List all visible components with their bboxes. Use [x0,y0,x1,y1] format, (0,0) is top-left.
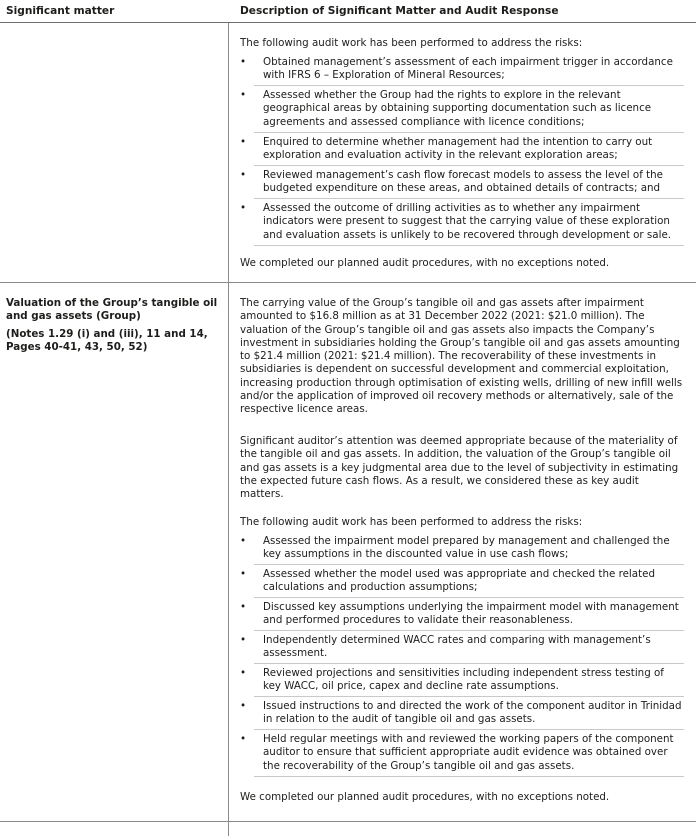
bullet-separator [254,630,684,631]
bullet-text: Assessed the outcome of drilling activities as to whether any impairment indicators were present to suggest that the carrying value of these exploration and evaluation assets is unlikely to be recovered through development or sale. [263,202,672,241]
bullet-text: Assessed whether the Group had the rights to explore in the relevant geographical areas by obtaining supporting documentation such as licence agreements and assessed compliance with licence conditions; [263,89,652,128]
table-bottom-border [0,821,696,822]
row2-paragraph-2: Significant auditor’s attention was deemed appropriate because of the materiality of the tangible oil and gas assets. In addition, the valuation of the Group’s tangible oil and gas assets is a key judgmental area due to the level of subjectivity in estimating the expected future cash flows. As a result, we considered these as key audit matters. [240,435,679,501]
bullet-text: Reviewed management’s cash flow forecast models to assess the level of the budgeted expenditure on these areas, and obtained details of contracts; and [263,169,664,195]
bullet-text: Assessed the impairment model prepared by management and challenged the key assumptions in the discounted value in use cash flows; [263,535,670,561]
bullet-icon: • [240,700,247,712]
bullet-separator [254,132,684,133]
bullet-separator [254,729,684,730]
row-divider [0,282,696,283]
bullet-icon: • [240,202,247,214]
bullet-icon: • [240,89,247,101]
bullet-separator [254,597,684,598]
bullet-icon: • [240,169,247,181]
bullet-separator [254,564,684,565]
bullet-text: Assessed whether the model used was appropriate and checked the related calculations and production assumptions; [263,568,656,594]
bullet-separator [254,663,684,664]
bullet-text: Discussed key assumptions underlying the impairment model with management and performed procedures to validate their reasonableness. [263,601,679,627]
bullet-text: Held regular meetings with and reviewed the working papers of the component auditor to ensure that sufficient appropriate audit evidence was obtained over the recoverability of the Group’s tangible oil and gas assets. [263,733,674,772]
row2-conclusion: We completed our planned audit procedures, with no exceptions noted. [240,791,610,803]
bullet-separator [254,165,684,166]
matter-title: Valuation of the Group’s tangible oil and gas assets (Group) [6,297,218,323]
bullet-icon: • [240,535,247,547]
bullet-icon: • [240,568,247,580]
row2-intro: The following audit work has been performed to address the risks: [240,516,583,528]
bullet-separator [254,198,684,199]
bullet-icon: • [240,733,247,745]
bullet-icon: • [240,667,247,679]
row1-intro: The following audit work has been performed to address the risks: [240,37,583,49]
bullet-icon: • [240,601,247,613]
bullet-separator [254,776,684,777]
bullet-separator [254,245,684,246]
bullet-text: Obtained management’s assessment of each impairment trigger in accordance with IFRS 6 – Exploration of Mineral Resources; [263,56,673,82]
row1-conclusion: We completed our planned audit procedures, with no exceptions noted. [240,257,610,269]
bullet-text: Reviewed projections and sensitivities including independent stress testing of key WACC, oil price, capex and decline rate assumptions. [263,667,664,693]
column-divider [228,23,229,836]
bullet-text: Independently determined WACC rates and comparing with management’s assessment. [263,634,651,660]
bullet-separator [254,696,684,697]
bullet-text: Issued instructions to and directed the work of the component auditor in Trinidad in relation to the audit of tangible oil and gas assets. [263,700,682,726]
bullet-icon: • [240,136,247,148]
row2-paragraph-1: The carrying value of the Group’s tangible oil and gas assets after impairment amounted to $16.8 million as at 31 December 2022 (2021: $21.0 million). The valuation of the Group’s tangible oil and gas assets also impacts the Company’s investment in subsidiaries holding the Group’s tangible oil and gas assets amounting to $21.4 million (2021: $21.4 million). The recoverability of these investments in subsidiaries is dependent on successful development and commercial exploitation, increasing production through optimisation of existing wells, drilling of new infill wells and/or the application of improved oil recovery methods or alternatively, sale of the respective licence areas. [240,297,683,416]
bullet-separator [254,85,684,86]
bullet-icon: • [240,56,247,68]
bullet-text: Enquired to determine whether management had the intention to carry out exploration and evaluation activity in the relevant exploration areas; [263,136,653,162]
header-description: Description of Significant Matter and Audit Response [240,5,559,17]
header-significant-matter: Significant matter [6,5,115,17]
bullet-icon: • [240,634,247,646]
table-header [0,2,696,23]
matter-notes: (Notes 1.29 (i) and (iii), 11 and 14, Pages 40-41, 43, 50, 52) [6,328,208,354]
